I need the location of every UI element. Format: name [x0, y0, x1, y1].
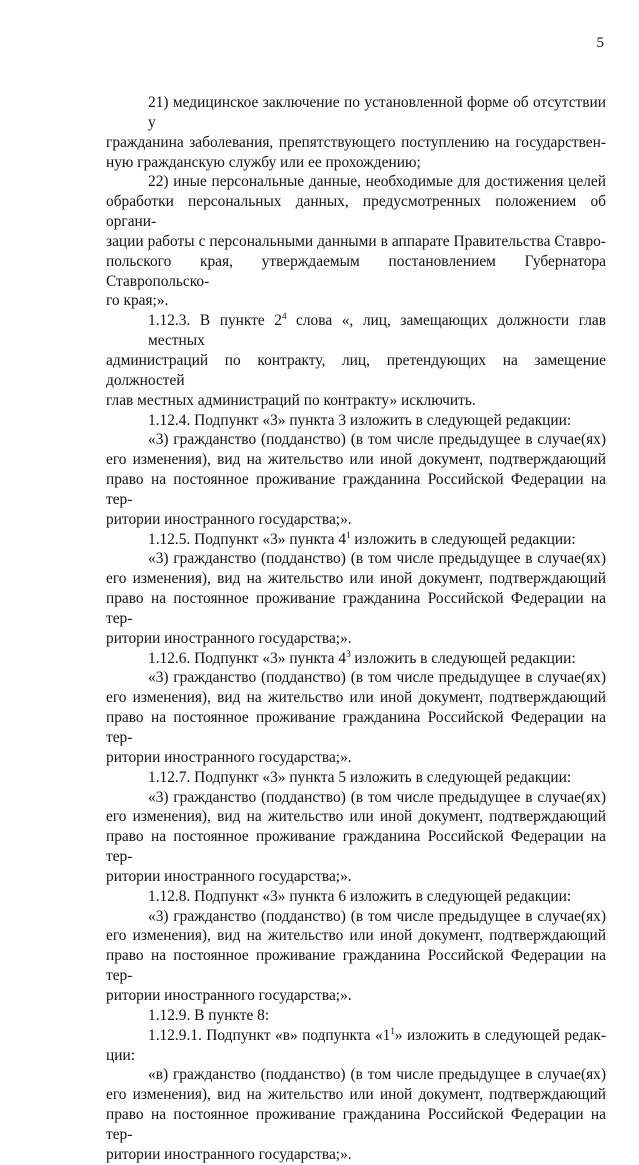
- text-line: ритории иностранного государства;».: [106, 1145, 352, 1163]
- text-line: «3) гражданство (подданство) (в том числе предыдущее в случае(ях): [148, 431, 606, 449]
- text-segment: изложить в следующей редакции:: [350, 649, 576, 667]
- text-line: ритории иностранного государства;».: [106, 748, 352, 766]
- document-body: [106, 93, 606, 1165]
- text-line: «в) гражданство (подданство) (в том числе предыдущее в случае(ях): [148, 1066, 606, 1084]
- text-segment: 1.12.3. В пункте 2: [148, 312, 282, 330]
- text-line: обработки персональных данных, предусмотренных положением об органи-: [106, 193, 606, 231]
- text-line: ритории иностранного государства;».: [106, 510, 352, 528]
- text-line: ритории иностранного государства;».: [106, 986, 352, 1004]
- text-segment: изложить в следующей редакции:: [350, 530, 576, 548]
- text-line: его изменения), вид на жительство или иной документ, подтверждающий: [106, 689, 606, 707]
- text-line: гражданина заболевания, препятствующего поступлению на государствен-: [106, 133, 606, 151]
- text-line: «3) гражданство (подданство) (в том числе предыдущее в случае(ях): [148, 669, 606, 687]
- text-line: 1.12.9. В пункте 8:: [148, 1006, 270, 1024]
- text-segment: слова «, лиц, замещающих должности глав местных: [148, 312, 607, 350]
- text-line: глав местных администраций по контракту» исключить.: [106, 391, 476, 409]
- text-line: «3) гражданство (подданство) (в том числе предыдущее в случае(ях): [148, 788, 606, 806]
- text-segment: » изложить в следующей редак-: [394, 1026, 606, 1044]
- page-number: 5: [596, 35, 604, 51]
- text-line: право на постоянное проживание гражданина Российской Федерации на тер-: [106, 590, 606, 627]
- text-line: зации работы с персональными данными в аппарате Правительства Ставро-: [106, 232, 606, 250]
- superscript: 1: [346, 529, 351, 540]
- text-line: 22) иные персональные данные, необходимые для достижения целей: [148, 173, 606, 191]
- superscript: 1: [390, 1025, 395, 1036]
- text-line: ную гражданскую службу или ее прохождению;: [106, 153, 421, 171]
- text-line: его изменения), вид на жительство или иной документ, подтверждающий: [106, 451, 606, 469]
- superscript: 3: [346, 648, 351, 659]
- superscript: 4: [281, 311, 287, 322]
- text-line: право на постоянное проживание гражданина Российской Федерации на тер-: [106, 709, 606, 746]
- text-line: право на постоянное проживание гражданина Российской Федерации на тер-: [106, 828, 606, 866]
- text-line: право на постоянное проживание гражданина Российской Федерации на тер-: [106, 947, 606, 985]
- text-line: «3) гражданство (подданство) (в том числе предыдущее в случае(ях): [148, 550, 606, 568]
- text-segment: 1.12.9.1. Подпункт «в» подпункта «1: [148, 1026, 391, 1044]
- text-line: 21) медицинское заключение по установленной форме об отсутствии у: [148, 94, 606, 131]
- text-line: го края;».: [106, 292, 169, 310]
- text-line: его изменения), вид на жительство или иной документ, подтверждающий: [106, 570, 606, 588]
- text-line: [106, 530, 606, 550]
- text-line: его изменения), вид на жительство или иной документ, подтверждающий: [106, 1086, 606, 1104]
- text-line: 1.12.4. Подпункт «3» пункта 3 изложить в следующей редакции:: [148, 411, 572, 429]
- text-line: «3) гражданство (подданство) (в том числе предыдущее в случае(ях): [148, 907, 606, 925]
- text-segment: 1.12.5. Подпункт «3» пункта 4: [148, 530, 347, 548]
- text-line: [106, 649, 606, 669]
- text-line: ритории иностранного государства;».: [106, 629, 352, 647]
- text-line: ции:: [106, 1046, 135, 1064]
- text-line: администраций по контракту, лиц, претендующих на замещение должностей: [106, 351, 606, 389]
- text-line: право на постоянное проживание гражданина Российской Федерации на тер-: [106, 1106, 606, 1143]
- text-line: ритории иностранного государства;».: [106, 867, 352, 885]
- text-line: его изменения), вид на жительство или иной документ, подтверждающий: [106, 927, 606, 945]
- text-segment: 1.12.6. Подпункт «3» пункта 4: [148, 649, 347, 667]
- text-line: польского края, утверждаемым постановлением Губернатора Ставропольско-: [106, 252, 606, 290]
- text-line: 1.12.8. Подпункт «3» пункта 6 изложить в следующей редакции:: [148, 887, 572, 905]
- text-line: [106, 1026, 606, 1046]
- text-line: его изменения), вид на жительство или иной документ, подтверждающий: [106, 808, 606, 826]
- text-line: право на постоянное проживание гражданина Российской Федерации на тер-: [106, 471, 606, 508]
- text-line: [106, 311, 606, 351]
- text-line: 1.12.7. Подпункт «3» пункта 5 изложить в следующей редакции:: [148, 768, 572, 786]
